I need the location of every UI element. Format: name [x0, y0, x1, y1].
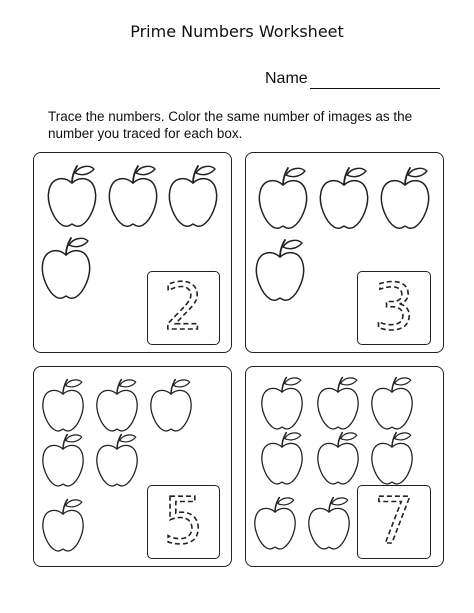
apple-icon: [316, 165, 372, 233]
svg-text:3: 3: [373, 271, 415, 345]
apple-icon: [377, 165, 433, 233]
trace-number-box: [357, 485, 431, 559]
apple-icon: [368, 430, 416, 488]
apple-icon: [44, 163, 100, 231]
svg-text:2: 2: [163, 271, 204, 345]
apple-icon: [252, 237, 308, 305]
apple-icon: [258, 375, 306, 433]
exercise-box-1: [33, 152, 232, 353]
apple-icon: [39, 377, 87, 435]
apple-icon: [368, 375, 416, 433]
trace-number-box: [147, 485, 220, 559]
svg-text:7: 7: [373, 485, 415, 559]
apple-icon: [39, 497, 87, 555]
trace-number: [358, 272, 430, 344]
apple-icon: [38, 235, 94, 303]
trace-number-box: [357, 271, 431, 345]
worksheet-title: Prime Numbers Worksheet: [130, 22, 344, 41]
apple-icon: [39, 432, 87, 490]
svg-text:5: 5: [163, 485, 204, 559]
trace-number: [358, 486, 430, 558]
apple-icon: [314, 375, 362, 433]
name-underline: [310, 88, 440, 89]
apple-icon: [93, 377, 141, 435]
exercise-box-3: [33, 366, 232, 567]
instructions-text: Trace the numbers. Color the same number of images as the number you traced for each box.: [48, 109, 413, 141]
apple-icon: [305, 495, 353, 553]
trace-number-box: [147, 271, 220, 345]
apple-icon: [251, 495, 299, 553]
exercise-box-2: [245, 152, 444, 353]
apple-icon: [258, 430, 306, 488]
apple-icon: [314, 430, 362, 488]
apple-icon: [147, 377, 195, 435]
trace-number: [148, 272, 219, 344]
apple-icon: [93, 432, 141, 490]
apple-icon: [165, 163, 221, 231]
apple-icon: [105, 163, 161, 231]
exercise-box-4: [245, 366, 444, 567]
trace-number: [148, 486, 219, 558]
apple-icon: [255, 165, 311, 233]
name-field: [265, 70, 445, 92]
name-label: Name: [265, 70, 308, 87]
